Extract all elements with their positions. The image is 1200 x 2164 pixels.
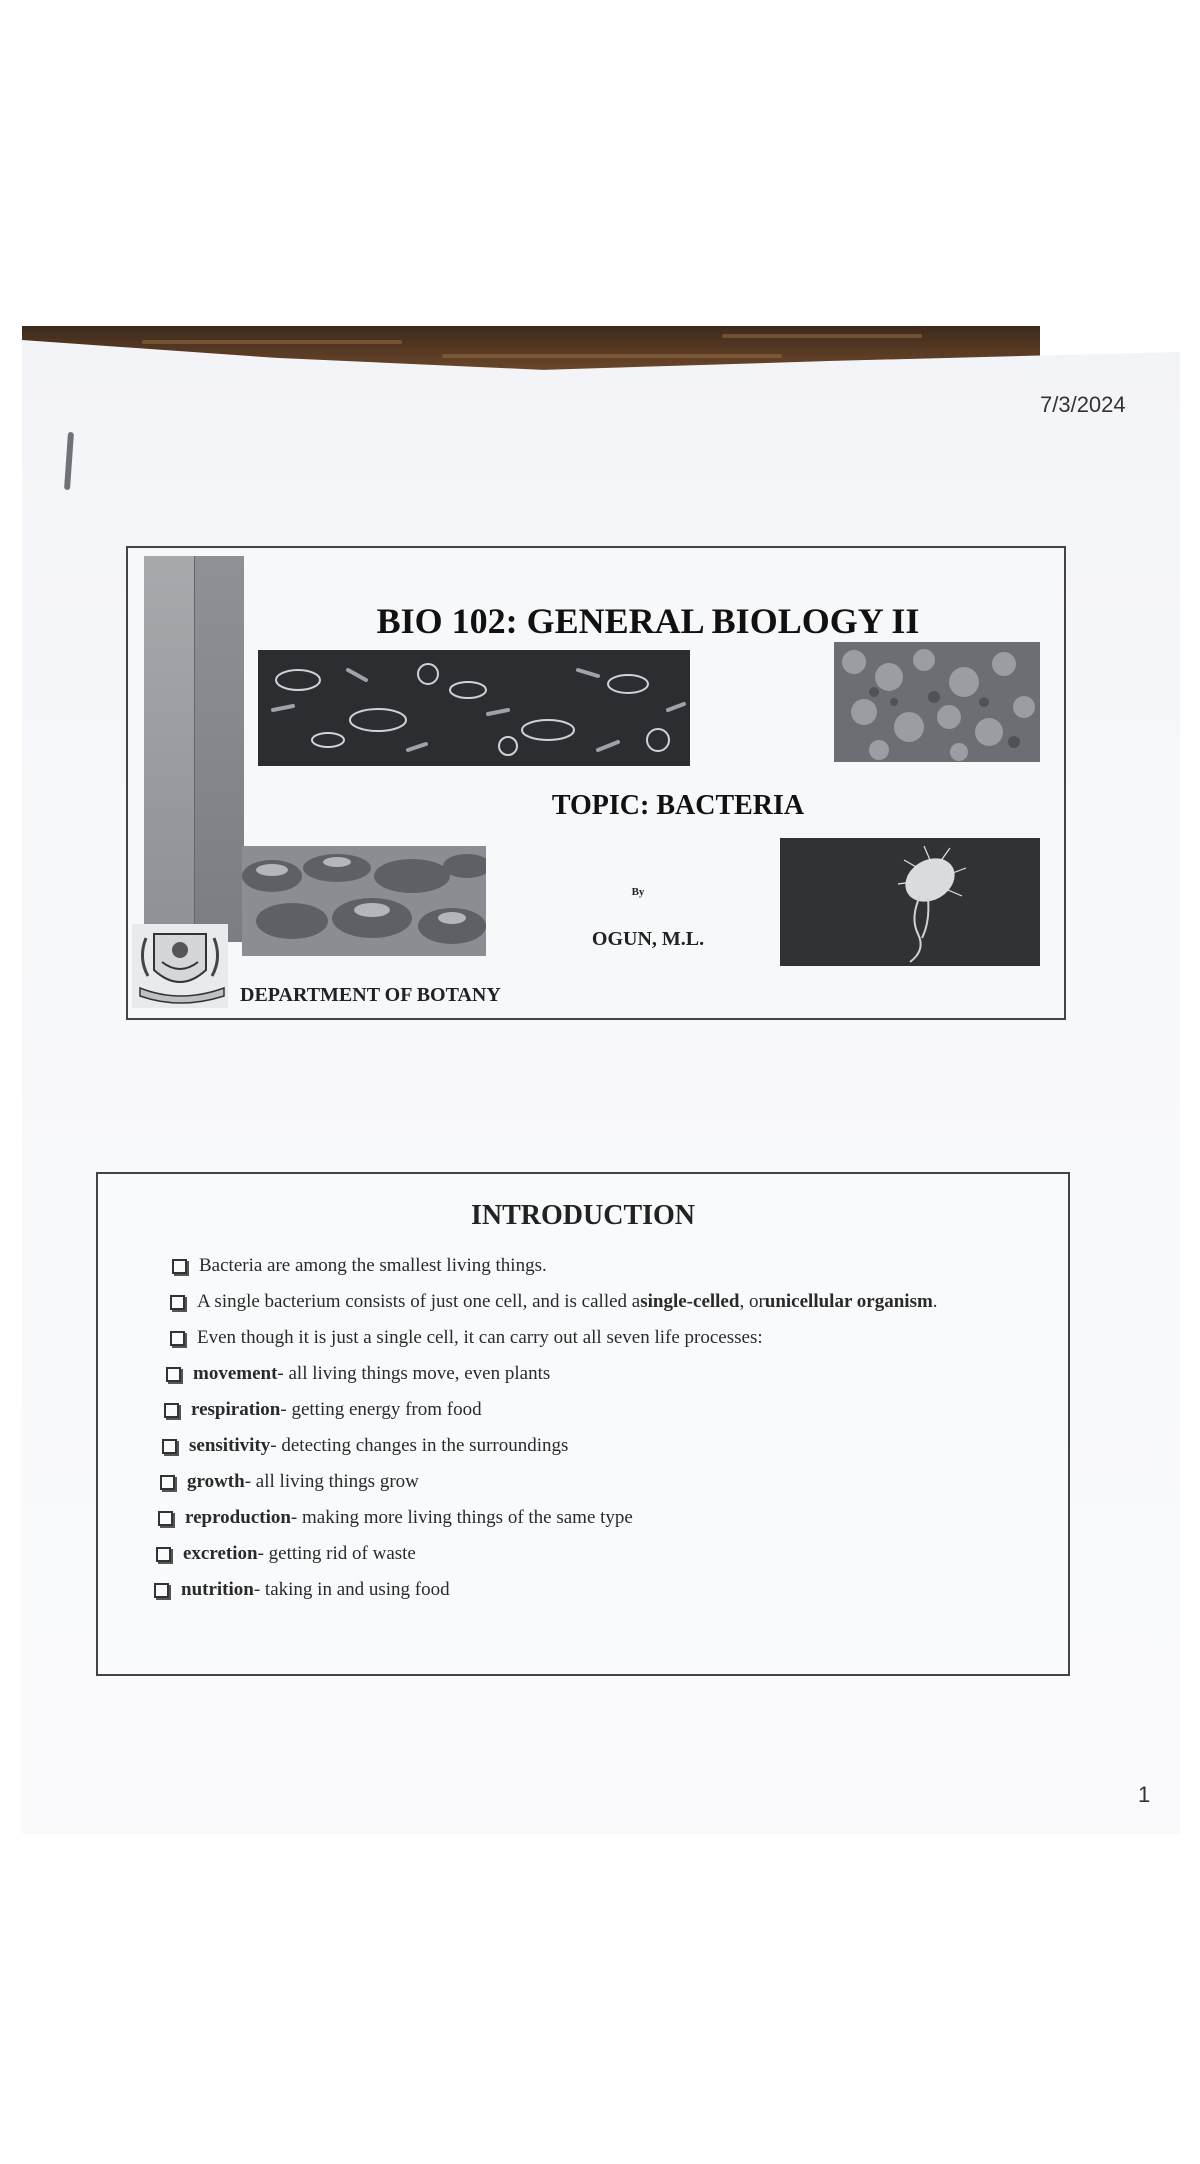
course-title: BIO 102: GENERAL BIOLOGY II	[376, 601, 920, 641]
introduction-slide	[96, 1172, 1070, 1676]
checkbox-bullet-icon	[158, 1511, 173, 1526]
introduction-heading: INTRODUCTION	[470, 1200, 696, 1231]
bullet-bold-term: unicellular organism	[764, 1291, 933, 1312]
bullet-description: - all living things grow	[244, 1471, 419, 1492]
bullet-term: respiration	[191, 1399, 281, 1420]
bullet-bold-term: single-celled	[640, 1291, 740, 1312]
bullet-term: nutrition	[181, 1579, 254, 1600]
author-name: OGUN, M.L.	[591, 928, 705, 950]
bullet-text: Bacteria are among the smallest living things.	[199, 1255, 547, 1276]
bullet-description: - getting rid of waste	[257, 1543, 416, 1564]
bullet-term: movement	[193, 1363, 278, 1384]
bullet-item	[146, 1284, 1066, 1320]
bullet-description: - making more living things of the same type	[290, 1507, 633, 1528]
checkbox-bullet-icon	[170, 1295, 185, 1310]
bullet-text: , or	[739, 1291, 765, 1312]
flagellated-bacterium-image	[780, 838, 1040, 966]
side-bar-stripe	[144, 556, 195, 942]
bullet-description: - taking in and using food	[253, 1579, 450, 1600]
topic-title: TOPIC: BACTERIA	[551, 790, 805, 821]
bacterial-colony-image	[834, 642, 1040, 762]
bullet-term: excretion	[183, 1543, 258, 1564]
checkbox-bullet-icon	[162, 1439, 177, 1454]
bullet-item	[146, 1464, 1066, 1500]
wood-grain	[442, 354, 782, 358]
introduction-bullet-list	[146, 1248, 1066, 1608]
checkbox-bullet-icon	[154, 1583, 169, 1598]
bullet-term: reproduction	[185, 1507, 291, 1528]
checkbox-bullet-icon	[164, 1403, 179, 1418]
bullet-description: - all living things move, even plants	[277, 1363, 551, 1384]
checkbox-bullet-icon	[166, 1367, 181, 1382]
wood-grain	[142, 340, 402, 344]
page-number: 1	[1138, 1782, 1151, 1807]
checkbox-bullet-icon	[170, 1331, 185, 1346]
bullet-text: Even though it is just a single cell, it can carry out all seven life processes:	[197, 1327, 763, 1348]
university-crest-logo	[132, 924, 228, 1008]
department-name: DEPARTMENT OF BOTANY	[240, 984, 501, 1006]
checkbox-bullet-icon	[160, 1475, 175, 1490]
bullet-item	[146, 1572, 1066, 1608]
bullet-term: growth	[187, 1471, 245, 1492]
bullet-text: A single bacterium consists of just one cell, and is called a	[197, 1291, 641, 1312]
bullet-item	[146, 1500, 1066, 1536]
title-slide	[126, 546, 1066, 1020]
by-label: By	[631, 886, 645, 898]
bullet-item	[146, 1320, 1066, 1356]
microbial-mat-rocks-image	[242, 846, 486, 956]
side-bar-stripe	[195, 556, 245, 942]
wood-grain	[722, 334, 922, 338]
bullet-description: - detecting changes in the surroundings	[270, 1435, 569, 1456]
bullet-item	[146, 1392, 1066, 1428]
checkbox-bullet-icon	[172, 1259, 187, 1274]
bullet-term: sensitivity	[189, 1435, 271, 1456]
bullet-text: .	[932, 1291, 938, 1312]
checkbox-bullet-icon	[156, 1547, 171, 1562]
bullet-item	[146, 1536, 1066, 1572]
slide-side-bar	[144, 556, 244, 942]
page-date: 7/3/2024	[1040, 392, 1126, 417]
bullet-item	[146, 1248, 1066, 1284]
bullet-description: - getting energy from food	[280, 1399, 482, 1420]
bacteria-micrograph-image	[258, 650, 690, 766]
bullet-item	[146, 1428, 1066, 1464]
bullet-item	[146, 1356, 1066, 1392]
